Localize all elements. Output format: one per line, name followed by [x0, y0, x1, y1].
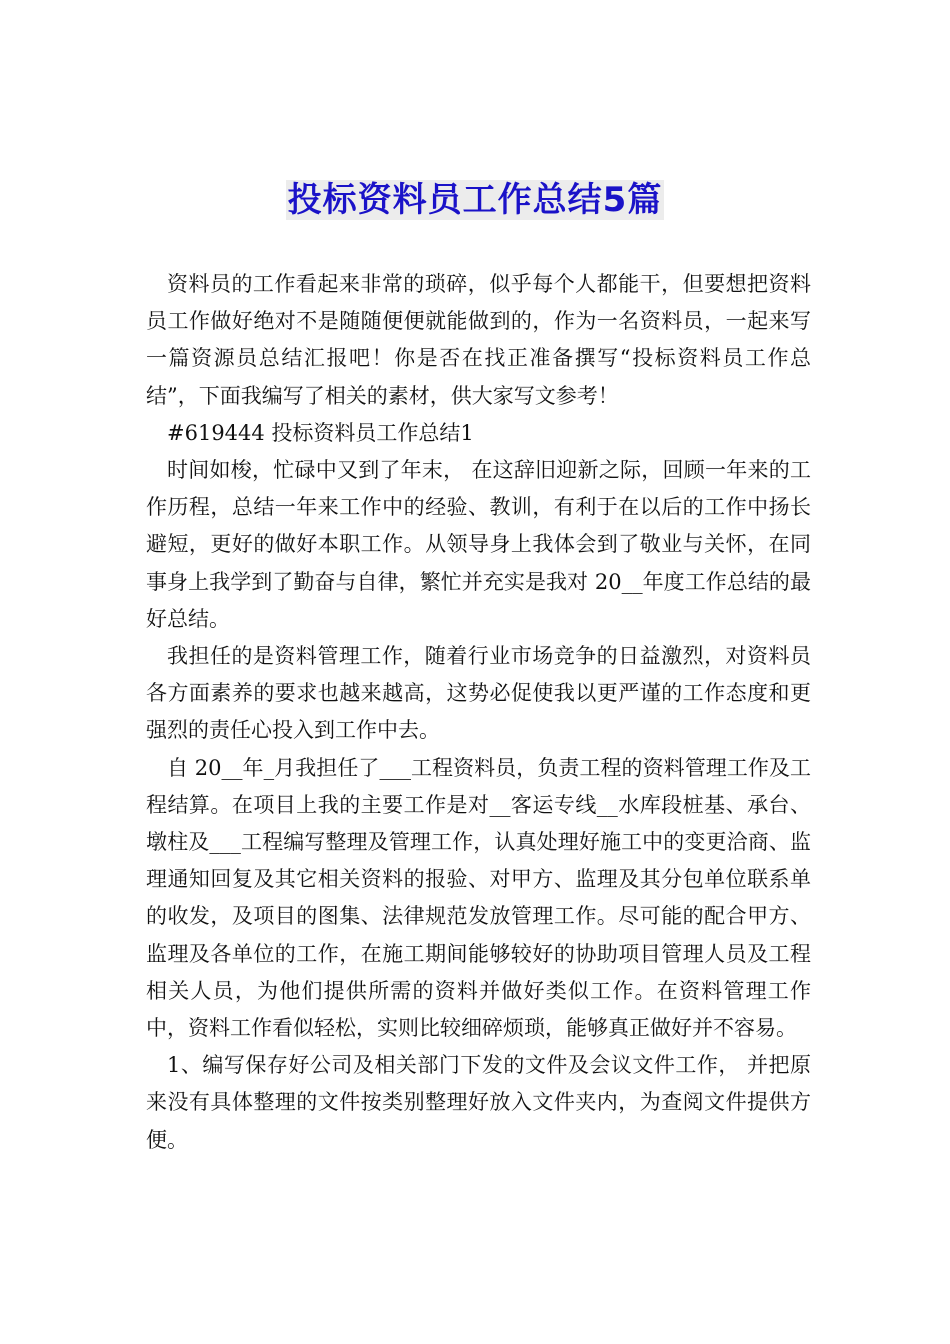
body-paragraph: 时间如梭，忙碌中又到了年末， 在这辞旧迎新之际，回顾一年来的工作历程，总结一年来工作中的经验、教训，有利于在以后的工作中扬长避短，更好的做好本职工作。从领导身上我体会到了敬业与关怀，在同事身上我学到了勤奋与自律，繁忙并充实是我对 20__年度工作总结的最好总结。: [146, 458, 811, 631]
intro-paragraph: 资料员的工作看起来非常的琐碎，似乎每个人都能干，但要想把资料员工作做好绝对不是随随便便就能做到的，作为一名资料员，一起来写一篇资源员总结汇报吧！你是否在找正准备撰写“投标资料员工作总结”，下面我编写了相关的素材，供大家写文参考！: [146, 272, 811, 408]
document-body: [146, 266, 811, 1159]
document-title: [0, 176, 950, 224]
document-title-text: 投标资料员工作总结5篇: [287, 180, 663, 220]
section-heading: #619444 投标资料员工作总结1: [167, 420, 474, 445]
body-paragraph: 1、编写保存好公司及相关部门下发的文件及会议文件工作， 并把原来没有具体整理的文件按类别整理好放入文件夹内，为查阅文件提供方便。: [146, 1053, 811, 1152]
body-paragraph: 我担任的是资料管理工作，随着行业市场竞争的日益激烈，对资料员各方面素养的要求也越来越高，这势必促使我以更严谨的工作态度和更强烈的责任心投入到工作中去。: [146, 644, 811, 743]
body-paragraph: 自 20__年_月我担任了___工程资料员，负责工程的资料管理工作及工程结算。在项目上我的主要工作是对__客运专线__水库段桩基、承台、墩柱及___工程编写整理及管理工作，认真处理好施工中的变更洽商、监理通知回复及其它相关资料的报验、对甲方、监理及其分包单位联系单的收发，及项目的图集、法律规范发放管理工作。尽可能的配合甲方、监理及各单位的工作，在施工期间能够较好的协助项目管理人员及工程相关人员，为他们提供所需的资料并做好类似工作。在资料管理工作中，资料工作看似轻松，实则比较细碎烦琐，能够真正做好并不容易。: [146, 755, 811, 1041]
